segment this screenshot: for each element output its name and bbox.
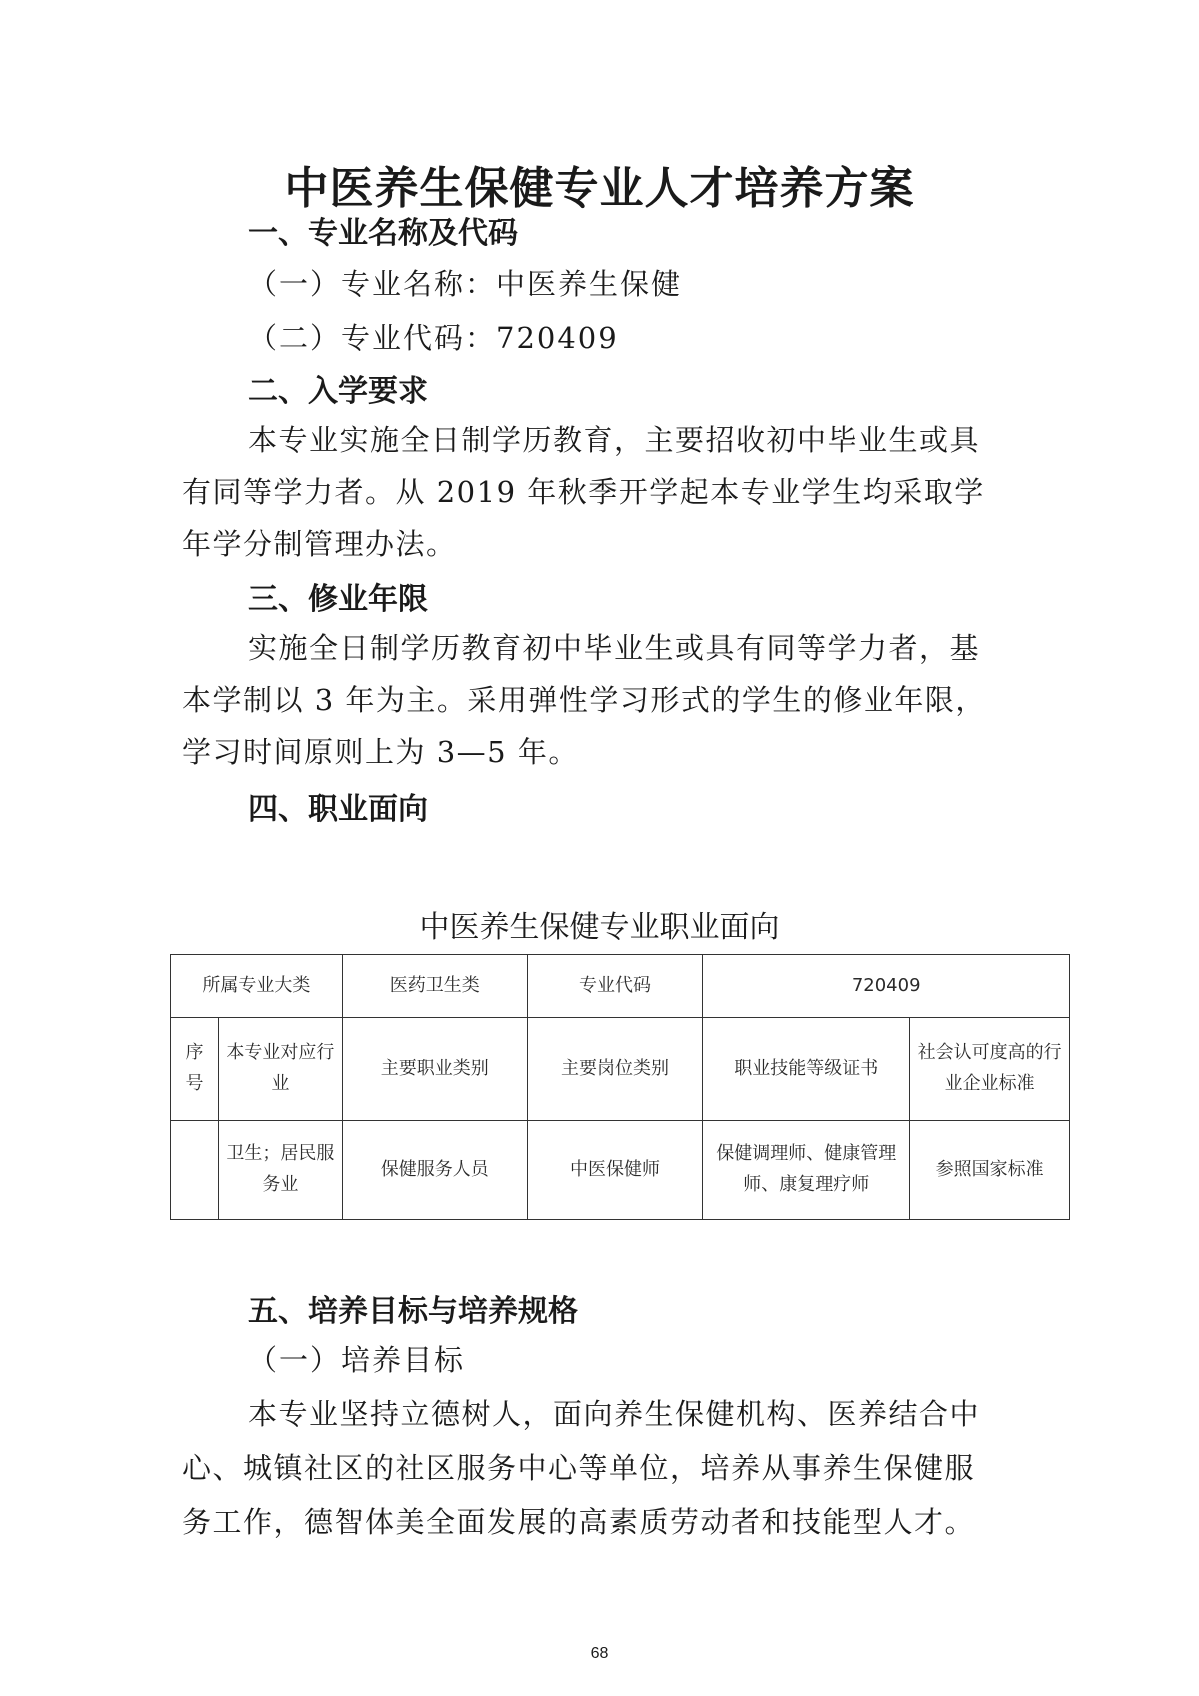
paragraph-line: 有同等学力者。从 2019 年秋季开学起本专业学生均采取学 bbox=[182, 475, 985, 509]
table-cell bbox=[171, 1121, 219, 1220]
table-cell: 中医保健师 bbox=[527, 1121, 703, 1220]
paragraph-line: 年学分制管理办法。 bbox=[182, 527, 457, 561]
paragraph-line: 实施全日制学历教育初中毕业生或具有同等学力者，基 bbox=[248, 631, 981, 665]
section-5-heading: 五、培养目标与培养规格 bbox=[248, 1294, 578, 1329]
section-3-heading: 三、修业年限 bbox=[248, 582, 428, 617]
occupation-table bbox=[170, 954, 1070, 1220]
subsection-heading: （一）培养目标 bbox=[248, 1343, 466, 1377]
page-title: 中医养生保健专业人才培养方案 bbox=[284, 163, 915, 214]
paragraph-line: 本专业坚持立德树人，面向养生保健机构、医养结合中 bbox=[248, 1397, 981, 1431]
section-2-heading: 二、入学要求 bbox=[248, 374, 428, 409]
table-cell: 本专业对应行业 bbox=[218, 1018, 342, 1121]
table-cell: 社会认可度高的行业企业标准 bbox=[910, 1018, 1070, 1121]
table-cell: 卫生；居民服务业 bbox=[218, 1121, 342, 1220]
section-4-heading: 四、职业面向 bbox=[248, 792, 428, 827]
paragraph-line: 本学制以 3 年为主。采用弹性学习形式的学生的修业年限， bbox=[182, 683, 986, 717]
table-row bbox=[171, 955, 1070, 1018]
paragraph-line: 务工作，德智体美全面发展的高素质劳动者和技能型人才。 bbox=[182, 1505, 976, 1539]
table-row bbox=[171, 1121, 1070, 1220]
table-cell: 保健服务人员 bbox=[342, 1121, 527, 1220]
table-cell: 主要职业类别 bbox=[342, 1018, 527, 1121]
major-code-line: （二）专业代码：720409 bbox=[248, 321, 619, 355]
paragraph-line: 学习时间原则上为 3—5 年。 bbox=[182, 735, 579, 769]
table-cell: 720409 bbox=[703, 955, 1070, 1018]
major-name-line: （一）专业名称：中医养生保健 bbox=[248, 267, 683, 301]
page-number: 68 bbox=[590, 1645, 609, 1662]
paragraph-line: 心、城镇社区的社区服务中心等单位，培养从事养生保健服 bbox=[182, 1451, 976, 1485]
table-cell: 职业技能等级证书 bbox=[703, 1018, 910, 1121]
table-cell: 主要岗位类别 bbox=[527, 1018, 703, 1121]
section-1-heading: 一、专业名称及代码 bbox=[248, 216, 518, 251]
table-cell: 序号 bbox=[171, 1018, 219, 1121]
table-row bbox=[171, 1018, 1070, 1121]
table-cell: 参照国家标准 bbox=[910, 1121, 1070, 1220]
table-cell: 专业代码 bbox=[527, 955, 703, 1018]
table-cell: 保健调理师、健康管理师、康复理疗师 bbox=[703, 1121, 910, 1220]
table-cell: 医药卫生类 bbox=[342, 955, 527, 1018]
table-title: 中医养生保健专业职业面向 bbox=[419, 910, 780, 945]
paragraph-line: 本专业实施全日制学历教育，主要招收初中毕业生或具 bbox=[248, 423, 981, 457]
table-cell: 所属专业大类 bbox=[171, 955, 343, 1018]
